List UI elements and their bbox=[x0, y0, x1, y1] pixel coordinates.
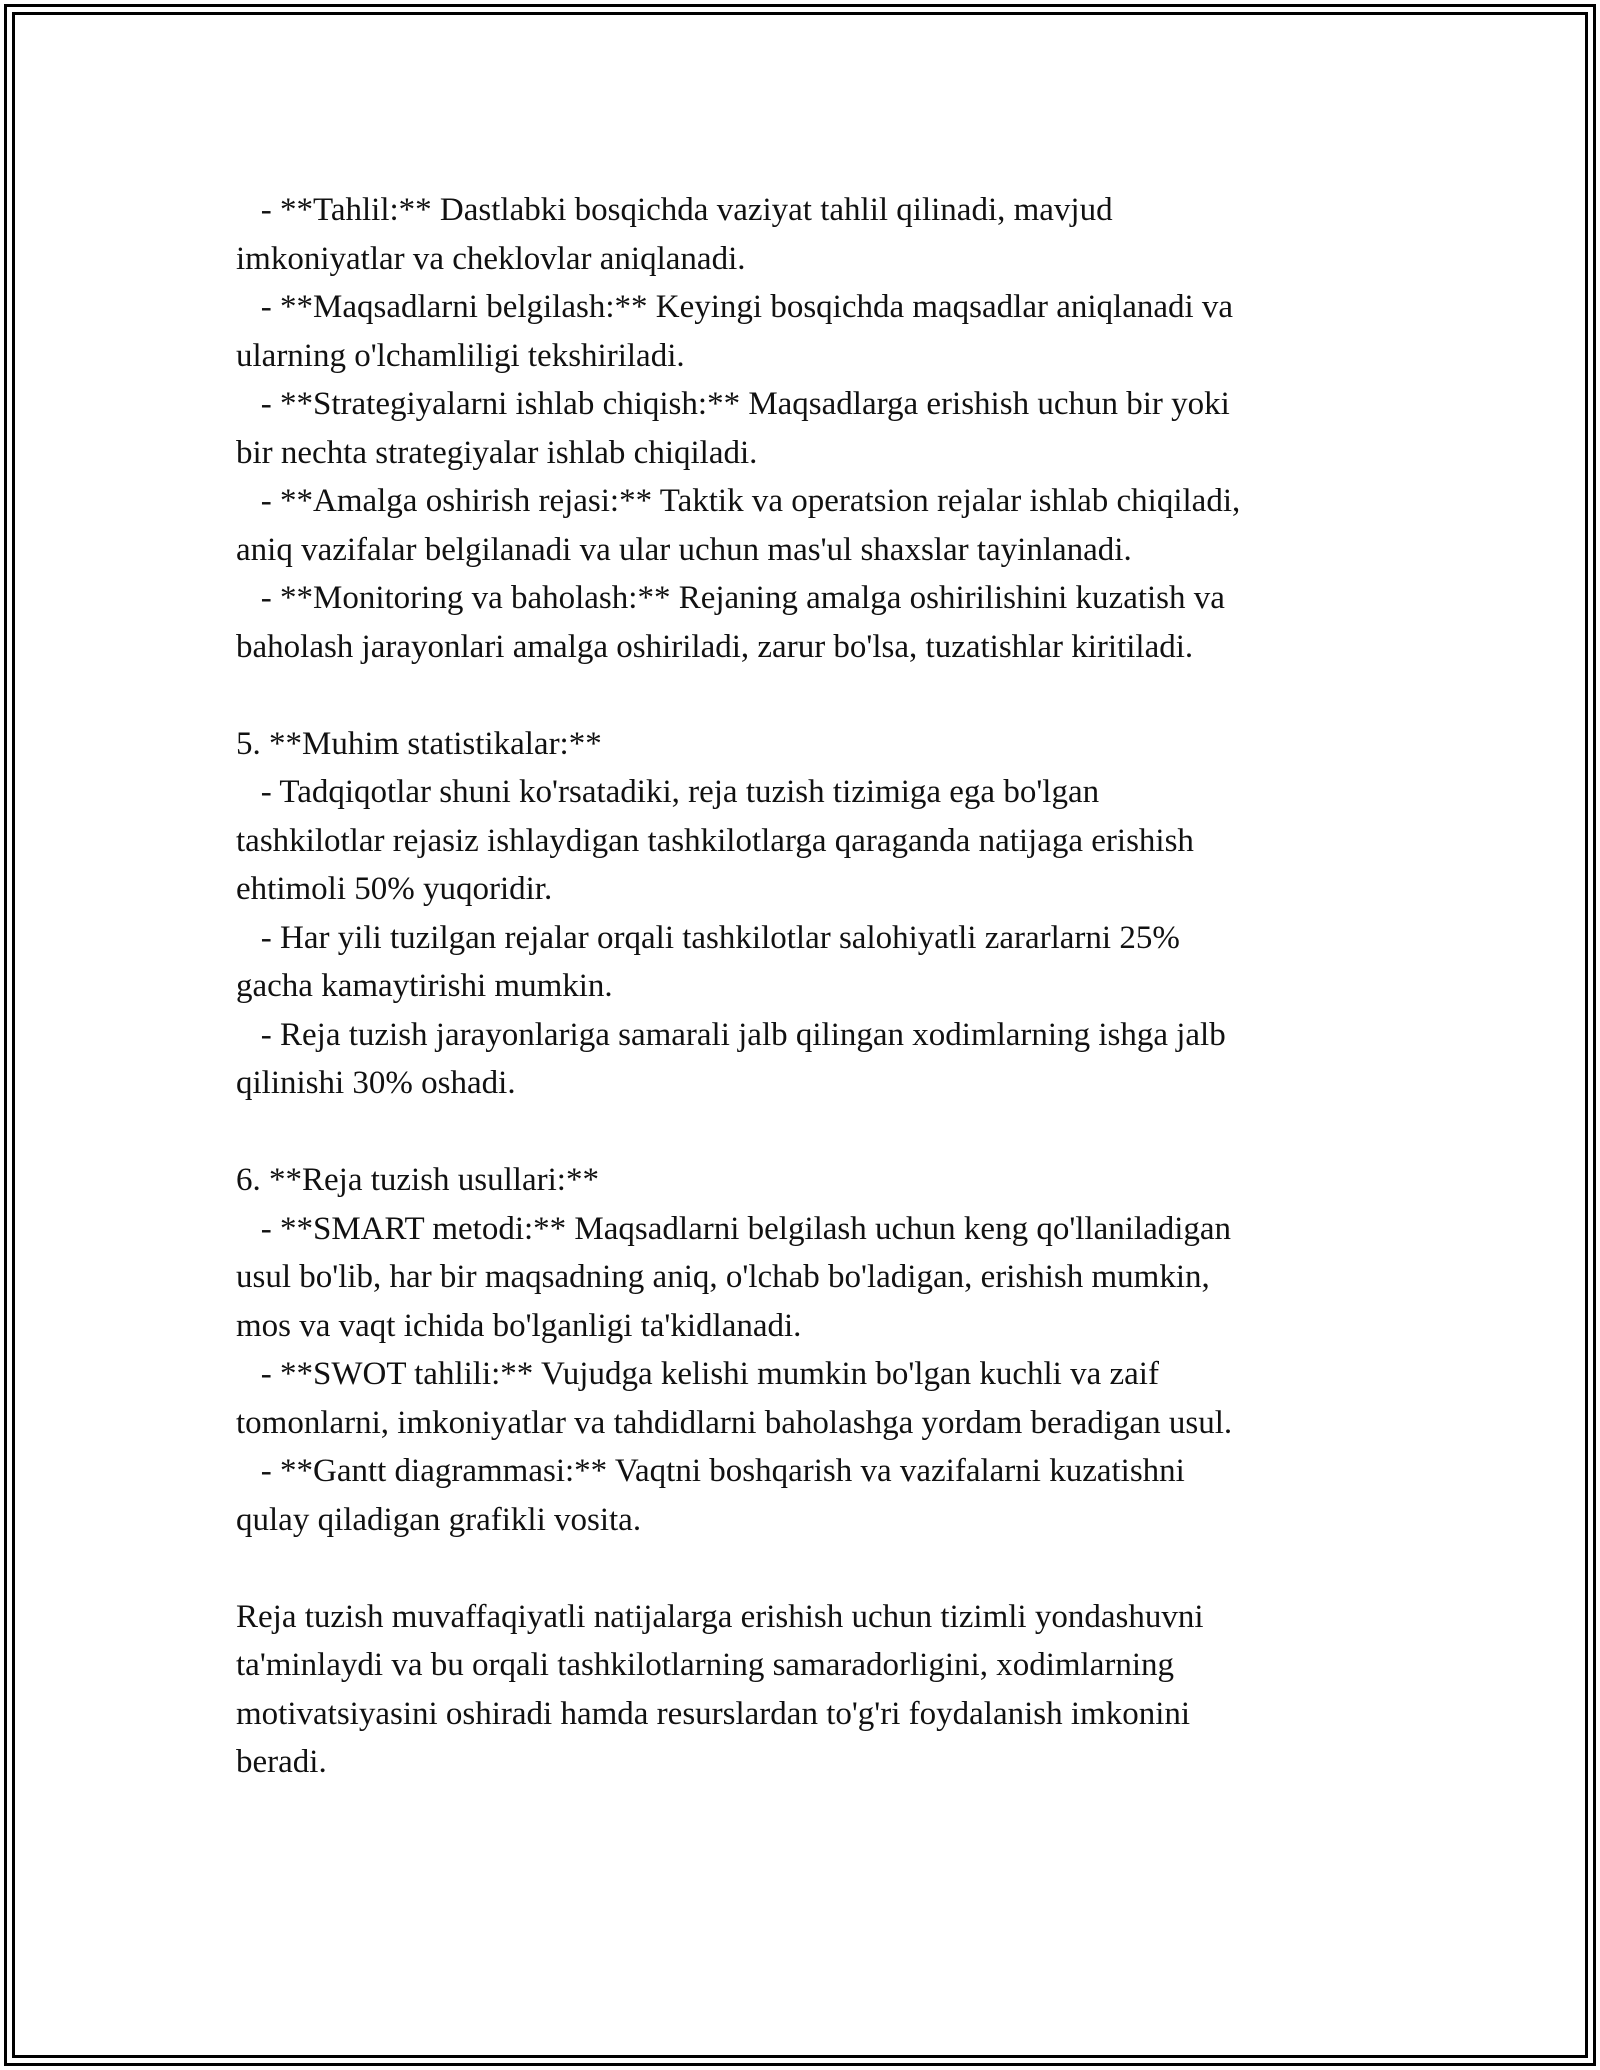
text-line: qilinishi 30% oshadi. bbox=[236, 1065, 516, 1101]
paragraph-gap bbox=[236, 1108, 1366, 1157]
text-line: - Tadqiqotlar shuni ko'rsatadiki, reja tuzish tizimiga ega bo'lgan bbox=[236, 774, 1100, 810]
text-line: ehtimoli 50% yuqoridir. bbox=[236, 871, 553, 907]
text-line: - **Strategiyalarni ishlab chiqish:** Maqsadlarga erishish uchun bir yoki bbox=[236, 386, 1230, 422]
text-line: - **Tahlil:** Dastlabki bosqichda vaziyat tahlil qilinadi, mavjud bbox=[236, 192, 1113, 228]
text-line: - Reja tuzish jarayonlariga samarali jalb qilingan xodimlarning ishga jalb bbox=[236, 1016, 1226, 1053]
text-line: - **Gantt diagrammasi:** Vaqtni boshqarish va vazifalarni kuzatishni bbox=[236, 1453, 1185, 1489]
text-line: gacha kamaytirishi mumkin. bbox=[236, 968, 613, 1004]
text-line: qulay qiladigan grafikli vosita. bbox=[236, 1501, 642, 1538]
text-line: ta'minlaydi va bu orqali tashkilotlarning samaradorligini, xodimlarning bbox=[236, 1647, 1175, 1683]
text-line: ularning o'lchamliligi tekshiriladi. bbox=[236, 337, 685, 374]
text-line: tomonlarni, imkoniyatlar va tahdidlarni baholashga yordam beradigan usul. bbox=[236, 1404, 1233, 1441]
section-heading: 6. **Reja tuzish usullari:** bbox=[236, 1162, 599, 1198]
text-line: aniq vazifalar belgilanadi va ular uchun mas'ul shaxslar tayinlanadi. bbox=[236, 531, 1132, 568]
text-line: usul bo'lib, har bir maqsadning aniq, o'lchab bo'ladigan, erishish mumkin, bbox=[236, 1259, 1210, 1295]
text-line: - **Monitoring va baholash:** Rejaning amalga oshirilishini kuzatish va bbox=[236, 580, 1225, 616]
text-line: Reja tuzish muvaffaqiyatli natijalarga erishish uchun tizimli yondashuvni bbox=[236, 1598, 1204, 1635]
paragraph-gap bbox=[236, 671, 1366, 720]
text-line: bir nechta strategiyalar ishlab chiqiladi. bbox=[236, 434, 758, 471]
text-line: - **SWOT tahlili:** Vujudga kelishi mumkin bo'lgan kuchli va zaif bbox=[236, 1356, 1159, 1392]
text-line: - Har yili tuzilgan rejalar orqali tashkilotlar salohiyatli zararlarni 25% bbox=[236, 919, 1180, 956]
text-line: - **Amalga oshirish rejasi:** Taktik va operatsion rejalar ishlab chiqiladi, bbox=[236, 483, 1241, 519]
text-line: tashkilotlar rejasiz ishlaydigan tashkilotlarga qaraganda natijaga erishish bbox=[236, 822, 1194, 859]
text-line: - **SMART metodi:** Maqsadlarni belgilash uchun keng qo'llaniladigan bbox=[236, 1210, 1232, 1247]
text-line: imkoniyatlar va cheklovlar aniqlanadi. bbox=[236, 240, 746, 277]
text-line: baholash jarayonlari amalga oshiriladi, zarur bo'lsa, tuzatishlar kiritiladi. bbox=[236, 628, 1194, 665]
document-body bbox=[236, 186, 1366, 1787]
paragraph-gap bbox=[236, 1544, 1366, 1593]
text-line: beradi. bbox=[236, 1744, 327, 1780]
text-line: motivatsiyasini oshiradi hamda resurslardan to'g'ri foydalanish imkonini bbox=[236, 1695, 1191, 1732]
text-line: mos va vaqt ichida bo'lganligi ta'kidlanadi. bbox=[236, 1307, 802, 1344]
section-heading: 5. **Muhim statistikalar:** bbox=[236, 725, 602, 762]
text-line: - **Maqsadlarni belgilash:** Keyingi bosqichda maqsadlar aniqlanadi va bbox=[236, 289, 1234, 325]
